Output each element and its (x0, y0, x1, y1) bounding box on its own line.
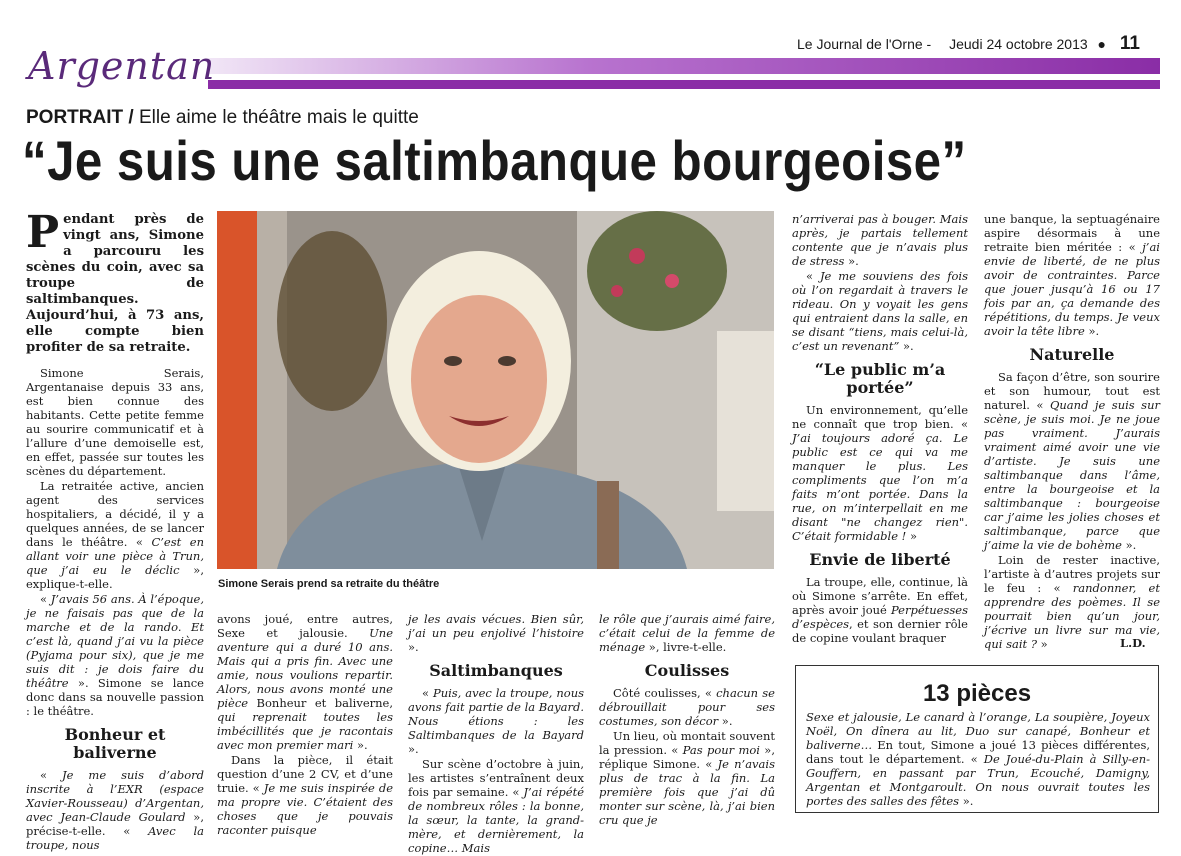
paragraph: La troupe, elle, continue, là où Simone s’arrête. En effet, après avoir joué Perpétuesses d’espèces, et son dernier rôle de copine voulant braquer (792, 575, 968, 645)
section-bar-thin (208, 80, 1160, 89)
paragraph: Loin de rester inactive, l’artiste à d’autres projets sur le feu : « randonner, et apprendre des poèmes. Il se pourrait bien qu’un jour, j’écrive un livre sur ma vie, qui sait ? » (984, 553, 1160, 651)
column-1 (26, 207, 205, 853)
section-name: Argentan (28, 44, 216, 88)
chapo-text: endant près de vingt ans, Simone a parcouru les scènes du coin, avec sa troupe de saltimbanques. Aujourd’hui, à 73 ans, elle compte bien profiter de sa retraite. (26, 212, 204, 355)
column-6 (984, 212, 1160, 652)
subheading: Bonheur et baliverne (64, 725, 166, 762)
headline: “Je suis une saltimbanque bourgeoise” (22, 129, 967, 192)
section-bar (208, 58, 1160, 74)
column-2 (217, 612, 393, 838)
author-signature: L.D. (1120, 636, 1146, 650)
box-text: Sexe et jalousie, Le canard à l’orange, La soupière, Joyeux Noël, On dînera au lit, Duo sur canapé, Bonheur et baliverne… En tout, Simone a joué 13 pièces différentes, dans tout le département. « De Joué-du-Plain à Silly-en-Gouffern, en passant par Trun, Ecouché, Damigny, Argentan et Montgaroult. On nous ouvrait toutes les portes des salles des fêtes ». (806, 710, 1150, 808)
paragraph: le rôle que j’aurais aimé faire, c’était celui de la femme de ménage », livre-t-elle. (599, 612, 775, 654)
drop-cap: P (26, 207, 60, 258)
paragraph: Sur scène d’octobre à juin, les artistes s’entraînent deux fois par semaine. « J’ai répété de nombreux rôles : la bonne, la sœur, la tante, la grand-mère, et dernièrement, la copine… Mais (408, 757, 584, 855)
subheading: Coulisses (644, 661, 730, 680)
paragraph: « Puis, avec la troupe, nous avons fait partie de la Bayard. Nous étions : les Saltimbanques de la Bayard ». (408, 686, 584, 756)
kicker (26, 107, 419, 129)
paragraph: n’arriverai pas à bouger. Mais après, je partais tellement contente que je n’avais plus de stress ». (792, 212, 968, 268)
chapo (26, 207, 204, 356)
paper-name: Le Journal de l'Orne - (797, 36, 932, 52)
paragraph: La retraitée active, ancien agent des services hospitaliers, a décidé, il y a quelques années, de se lancer dans le théâtre. « C’est en allant voir une pièce à Trun, que j’ai eu le déclic », explique-t-elle. (26, 479, 205, 591)
paragraph: je les avais vécues. Bien sûr, j’ai un peu enjolivé l’histoire ». (408, 612, 584, 654)
bullet-icon: ● (1097, 36, 1107, 52)
column-5 (792, 212, 968, 646)
paragraph: « J’avais 56 ans. À l’époque, je ne faisais pas que de la marche et de la rando. Et c’est là, quand j’ai vu la pièce (Pyjama pour six), que je me suis dit : je dois faire du théâtre ». Simone se lance donc dans sa nouvelle passion : le théâtre. (26, 592, 204, 718)
paragraph: Un lieu, où montait souvent la pression. « Pas pour moi », réplique Simone. « Je n’avais plus de trac à la fin. La première fois que j’ai dû monter sur scène, là, j’ai bien cru que je (599, 729, 775, 827)
paragraph: Côté coulisses, « chacun se débrouillait pour ses costumes, son décor ». (599, 686, 775, 728)
kicker-label: PORTRAIT (26, 107, 124, 128)
paragraph: Sa façon d’être, son sourire et son humour, tout est naturel. « Quand je suis sur scène, je suis moi. Je ne joue pas vraiment. J’aurais vraiment aimé avoir une vie d’artiste. Je suis une saltimbanque dans l’âme, entre la bourgeoise et la saltimbanque : bourgeoise car j’aime les jolies choses et saltimbanque, parce que j’aime la vie de bohème ». (984, 370, 1160, 552)
subheading: Naturelle (1029, 345, 1115, 364)
subheading: Envie de liberté (809, 550, 951, 569)
kicker-text: Elle aime le théâtre mais le quitte (138, 107, 419, 128)
portrait-photo (217, 211, 774, 569)
paragraph: « Je me suis d’abord inscrite à l’EXR (espace Xavier-Rousseau) d’Argentan, avec Jean-Claude Goulard », précise-t-elle. « Avec la troupe, nous (26, 768, 204, 852)
paragraph: Un environnement, qu’elle ne connaît que trop bien. « J’ai toujours adoré ça. Le public est ce qui va me manquer le plus. Les compliments que l’on m’a faits m’ont portée. Dans la rue, on m’interpellait en me disant "ne changez rien". C’était formidable ! » (792, 403, 968, 543)
column-4 (599, 612, 775, 828)
photo-illustration (217, 211, 774, 569)
box-title: 13 pièces (922, 680, 1032, 707)
subheading: Saltimbanques (429, 661, 563, 680)
issue-date: Jeudi 24 octobre 2013 (949, 36, 1088, 52)
page-number: 11 (1119, 33, 1140, 54)
subheading: “Le public m’a portée” (814, 360, 946, 397)
kicker-separator: / (123, 107, 139, 128)
paragraph: Simone Serais, Argentanaise depuis 33 ans, est bien connue des habitants. Cette petite femme au sourire communicatif et à l’allure d’une demoiselle est, en effet, passée sur toutes les scènes du département. (26, 366, 204, 478)
info-box (795, 665, 1159, 813)
column-3 (408, 612, 584, 856)
paragraph: « Je me souviens des fois où l’on regardait à travers le rideau. On y voyait les gens qui entraient dans la salle, en se disant “tiens, mais celui-là, c’est un revenant” ». (792, 269, 968, 353)
paragraph: avons joué, entre autres, Sexe et jalousie. Une aventure qui a duré 10 ans. Mais qui a pris fin. Avec une amie, nous voulions repartir. Alors, nous avons monté une pièce Bonheur et baliverne, qui reprenait toutes les imbécillités que je racontais avec mon premier mari ». (217, 612, 393, 752)
paragraph: une banque, la septuagénaire aspire désormais à une retraite bien méritée : « j’ai envie de liberté, de ne plus avoir de contraintes. Parce que jouer jusqu’à 16 ou 17 fois par an, ça demande des répétitions, du temps. Je veux avoir la tête libre ». (984, 212, 1160, 338)
masthead (745, 33, 1140, 55)
paragraph: Dans la pièce, il était question d’une 2 CV, et d’une truie. « Je me suis inspirée de ma propre vie. C’étaient des choses que je pouvais raconter puisque (217, 753, 394, 837)
photo-caption: Simone Serais prend sa retraite du théâtre (218, 578, 440, 590)
